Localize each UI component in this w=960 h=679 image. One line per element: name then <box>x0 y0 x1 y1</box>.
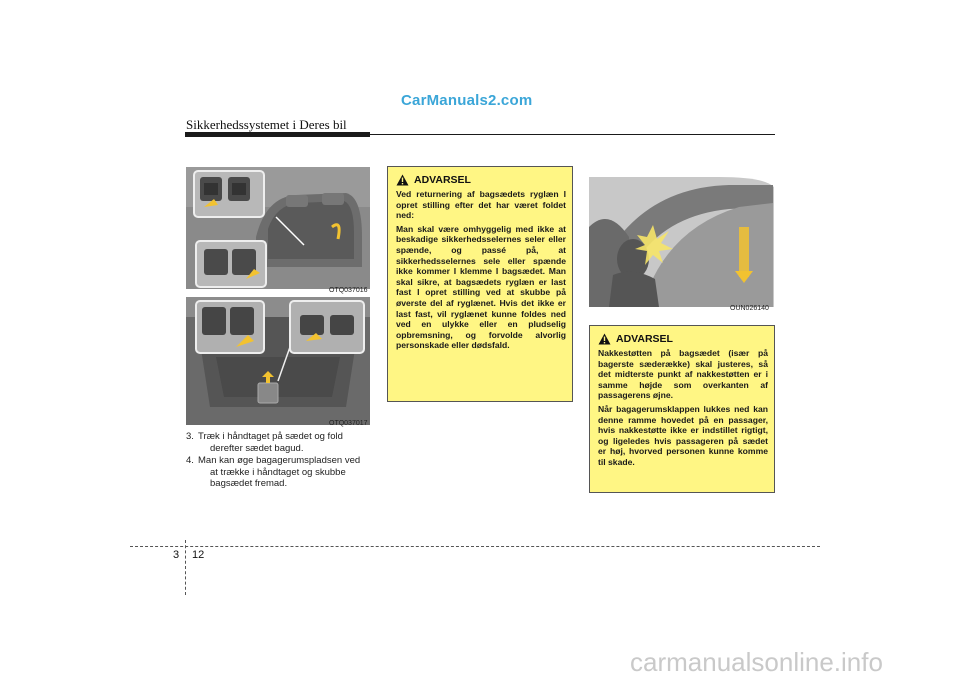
header-bar <box>185 132 370 137</box>
step-text: Man kan øge bagagerumspladsen ved <box>198 455 361 466</box>
step-number: 3. <box>186 431 194 442</box>
step-text: Træk i håndtaget på sædet og fold <box>198 431 343 442</box>
figure-seat-fold <box>186 167 370 289</box>
warning-title: ADVARSEL <box>616 333 673 345</box>
warning-triangle-icon <box>598 333 611 345</box>
figure-code: OTQ037017 <box>329 420 368 427</box>
warning-text: Nakkestøtten på bagsædet (især på bagerste sæderække) skal justeres, så det midterste punkt af nakkestøtten er i samme højde som overkanten af passagerens øjne. <box>598 348 768 401</box>
step-text: at trække i håndtaget og skubbe <box>210 466 346 478</box>
warning-header <box>396 174 566 186</box>
steps-list <box>186 431 372 491</box>
step-text: bagsædet fremad. <box>210 478 288 489</box>
figure-headrest <box>589 167 774 307</box>
warning-box-seatbelt <box>387 166 573 402</box>
figure-code: OTQ037016 <box>329 287 368 294</box>
warning-triangle-icon <box>396 174 409 186</box>
list-item <box>186 455 372 490</box>
cargo-lever-illustration <box>186 297 370 425</box>
warning-title: ADVARSEL <box>414 174 471 186</box>
figure-cargo-lever <box>186 297 370 425</box>
chapter-number: 3 <box>173 549 180 561</box>
headrest-illustration <box>589 167 774 307</box>
footer-rule <box>130 546 820 547</box>
footer-divider <box>185 540 186 595</box>
warning-text: Man skal være omhyggelig med ikke at beskadige sikkerhedsselernes seler eller spænde, og passé på, at sikkerhedsselernes sele eller spænde ikke kommer I klemme I bagsædet. Man skal sikre, at bagsædets ryglæn er last fast I opret stilling ved at skubbe på øverste del af ryglænet. Hvis det ikke er last fast, vil ryglænet kunne foldes ned ved en ulykke eller en pludselig opbremsning, og forvolde alvorlig personskade eller dødsfald. <box>396 223 566 351</box>
section-title: Sikkerhedssystemet i Deres bil <box>186 117 347 132</box>
page-number: 12 <box>192 549 205 561</box>
watermark-top[interactable]: CarManuals2.com <box>401 92 533 109</box>
warning-box-headrest <box>589 325 775 493</box>
warning-header <box>598 333 768 345</box>
figure-code: OUN026140 <box>730 305 769 312</box>
step-number: 4. <box>186 455 194 466</box>
seat-fold-illustration <box>186 167 370 289</box>
warning-text: Ved returnering af bagsædets ryglæn I opret stilling efter det har været foldet ned: <box>396 189 566 221</box>
warning-text: Når bagagerumsklappen lukkes ned kan denne ramme hovedet på en passager, hvis nakkestøtte ikke er indstillet rigtigt, og ligeledes hvis passageren på sædet er høj, hvorved personen kunne komme til skade. <box>598 403 768 467</box>
list-item <box>186 431 372 454</box>
step-text: derefter sædet bagud. <box>210 442 304 454</box>
watermark-bottom[interactable]: carmanualsonline.info <box>630 647 883 677</box>
